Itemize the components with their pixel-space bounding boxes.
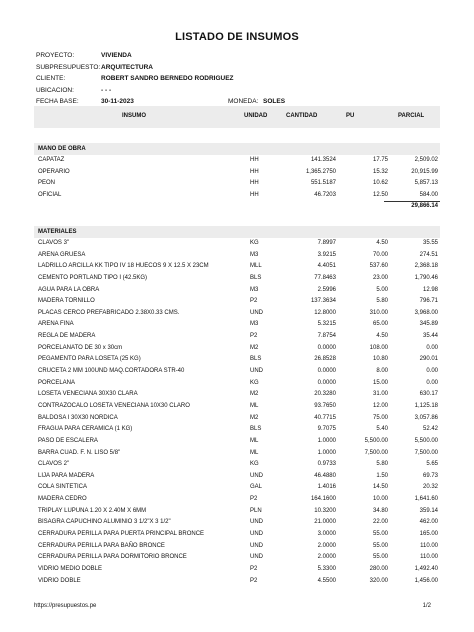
parcial-cell: 5.65 xyxy=(426,461,438,468)
pu-cell: 5.00 xyxy=(376,286,388,293)
insumo-cell: LIJA PARA MADERA xyxy=(38,472,95,479)
unidad-cell: GAL xyxy=(250,484,263,491)
unidad-cell: HH xyxy=(250,180,259,187)
meta-row-proyecto xyxy=(36,50,456,62)
insumo-cell: ARENA FINA xyxy=(38,321,74,328)
table-row xyxy=(34,529,440,541)
insumo-cell: BARRA CUAD. F. N. LISO 5/8" xyxy=(38,449,121,456)
parcial-cell: 1,790.46 xyxy=(414,274,438,281)
unidad-cell: KG xyxy=(250,240,259,246)
parcial-cell: 12.98 xyxy=(422,286,438,293)
cantidad-cell: 0.9733 xyxy=(317,461,336,468)
table-row xyxy=(34,389,440,401)
unidad-cell: M3 xyxy=(250,321,259,328)
insumo-cell: CERRADURA PERILLA PARA BAÑO BRONCE xyxy=(38,542,165,549)
meta-value-moneda: SOLES xyxy=(263,98,286,105)
table-row xyxy=(34,238,440,250)
insumo-cell: MADERA CEDRO xyxy=(38,496,87,503)
unidad-cell: UND xyxy=(250,472,263,479)
insumo-cell: AGUA PARA LA OBRA xyxy=(38,286,100,293)
section-title-mano-de-obra: MANO DE OBRA xyxy=(38,146,86,152)
meta-row-subpresupuesto xyxy=(36,62,456,74)
unidad-cell: PLN xyxy=(250,507,262,514)
insumo-cell: MADERA TORNILLO xyxy=(38,298,95,305)
cantidad-cell: 5.3300 xyxy=(317,565,336,572)
project-meta xyxy=(36,50,456,108)
table-row xyxy=(34,319,440,331)
parcial-cell: 7,500.00 xyxy=(414,449,438,456)
unidad-cell: UND xyxy=(250,368,263,375)
cantidad-cell: 7.8997 xyxy=(317,240,336,246)
table-body-materiales xyxy=(34,238,440,587)
cantidad-cell: 1.0000 xyxy=(317,437,336,444)
parcial-cell: 462.00 xyxy=(419,519,438,526)
section-title-materiales: MATERIALES xyxy=(38,229,77,235)
parcial-cell: 3,057.86 xyxy=(414,414,438,421)
insumo-cell: CEMENTO PORTLAND TIPO I (42.5KG) xyxy=(38,274,148,281)
parcial-cell: 5,857.13 xyxy=(414,180,438,187)
pu-cell: 31.00 xyxy=(372,391,388,398)
pu-cell: 12.50 xyxy=(372,191,388,198)
table-column-header xyxy=(34,106,440,128)
unidad-cell: UND xyxy=(250,309,263,316)
cantidad-cell: 4.5500 xyxy=(317,577,336,584)
cantidad-cell: 3.0000 xyxy=(317,531,336,538)
insumo-cell: VIDRIO MEDIO DOBLE xyxy=(38,565,103,572)
table-row xyxy=(34,178,440,190)
section-header-materiales xyxy=(34,226,440,238)
footer-url: https://presupuestos.pe xyxy=(34,603,97,609)
column-header-insumo: INSUMO xyxy=(122,113,146,119)
table-body-mano-de-obra xyxy=(34,155,440,202)
unidad-cell: HH xyxy=(250,191,259,198)
section-header-mano-de-obra xyxy=(34,143,440,155)
pu-cell: 5,500.00 xyxy=(364,437,388,444)
parcial-cell: 165.00 xyxy=(419,531,438,538)
table-row xyxy=(34,564,440,576)
cantidad-cell: 0.0000 xyxy=(317,368,336,375)
parcial-cell: 0.00 xyxy=(426,368,438,375)
cantidad-cell: 93.7650 xyxy=(314,402,336,409)
cantidad-cell: 3.9215 xyxy=(317,251,336,258)
parcial-cell: 5,500.00 xyxy=(414,437,438,444)
cantidad-cell: 4.4051 xyxy=(317,263,336,270)
parcial-cell: 630.17 xyxy=(419,391,438,398)
insumo-cell: ARENA GRUESA xyxy=(38,251,86,258)
insumo-cell: LADRILLO ARCILLA KK TIPO IV 18 HUECOS 9 X 12.5 X 23CM xyxy=(38,263,209,270)
meta-label-moneda: MONEDA: xyxy=(228,98,259,105)
parcial-cell: 2,368.18 xyxy=(414,263,438,270)
pu-cell: 55.00 xyxy=(372,531,388,538)
unidad-cell: ML xyxy=(250,449,259,456)
unidad-cell: P2 xyxy=(250,298,258,305)
cantidad-cell: 1.0000 xyxy=(317,449,336,456)
pu-cell: 5.80 xyxy=(376,298,388,305)
unidad-cell: HH xyxy=(250,168,259,175)
unidad-cell: M2 xyxy=(250,344,259,351)
cantidad-cell: 9.7075 xyxy=(317,426,336,433)
insumo-cell: COLA SINTETICA xyxy=(38,484,88,491)
pu-cell: 17.75 xyxy=(372,157,388,163)
parcial-cell: 0.00 xyxy=(426,344,438,351)
pu-cell: 10.62 xyxy=(372,180,388,187)
cantidad-cell: 10.3200 xyxy=(314,507,336,514)
table-row xyxy=(34,552,440,564)
table-row xyxy=(34,366,440,378)
unidad-cell: UND xyxy=(250,531,263,538)
insumo-cell: FRAGUA PARA CERAMICA (1 KG) xyxy=(38,426,133,433)
unidad-cell: P2 xyxy=(250,565,258,572)
parcial-cell: 0.00 xyxy=(426,379,438,386)
pu-cell: 14.50 xyxy=(372,484,388,491)
meta-value-cliente: ROBERT SANDRO BERNEDO RODRIGUEZ xyxy=(101,75,234,82)
insumo-cell: TRIPLAY LUPUNA 1.20 X 2.40M X 6MM xyxy=(38,507,147,514)
meta-label-subpresupuesto: SUBPRESUPUESTO: xyxy=(36,63,101,71)
unidad-cell: UND xyxy=(250,554,263,561)
insumo-cell: CERRADURA PERILLA PARA PUERTA PRINCIPAL BRONCE xyxy=(38,531,205,538)
table-row xyxy=(34,401,440,413)
column-header-cantidad: CANTIDAD xyxy=(286,113,318,119)
pu-cell: 34.80 xyxy=(372,507,388,514)
cantidad-cell: 164.1600 xyxy=(310,496,336,503)
pu-cell: 55.00 xyxy=(372,554,388,561)
insumo-cell: CLAVOS 3" xyxy=(38,240,70,246)
parcial-cell: 584.00 xyxy=(419,191,438,198)
footer-page-number: 1/2 xyxy=(422,603,431,609)
cantidad-cell: 77.8463 xyxy=(314,274,336,281)
unidad-cell: BLS xyxy=(250,426,262,433)
pu-cell: 75.00 xyxy=(372,414,388,421)
table-row xyxy=(34,436,440,448)
table-row xyxy=(34,576,440,588)
insumo-cell: BALDOSA I 30X30 NORDICA xyxy=(38,414,118,421)
meta-label-ubicacion: UBICACION: xyxy=(36,86,74,94)
pu-cell: 5.80 xyxy=(376,461,388,468)
unidad-cell: ML xyxy=(250,437,259,444)
pu-cell: 310.00 xyxy=(369,309,388,316)
pu-cell: 7,500.00 xyxy=(364,449,388,456)
insumo-cell: PEON xyxy=(38,180,56,187)
column-header-pu: PU xyxy=(346,113,355,119)
insumo-cell: OFICIAL xyxy=(38,191,62,198)
table-row xyxy=(34,448,440,460)
pu-cell: 8.00 xyxy=(376,368,388,375)
meta-label-cliente: CLIENTE: xyxy=(36,75,66,82)
unidad-cell: M3 xyxy=(250,286,259,293)
unidad-cell: BLS xyxy=(250,356,262,363)
table-row xyxy=(34,167,440,179)
pu-cell: 65.00 xyxy=(372,321,388,328)
unidad-cell: UND xyxy=(250,519,263,526)
table-row xyxy=(34,424,440,436)
cantidad-cell: 137.3634 xyxy=(310,298,336,305)
column-header-unidad: UNIDAD xyxy=(244,113,268,119)
parcial-cell: 359.14 xyxy=(419,507,438,514)
meta-value-proyecto: VIVIENDA xyxy=(101,52,132,59)
cantidad-cell: 551.5187 xyxy=(310,180,336,187)
parcial-cell: 20.32 xyxy=(422,484,438,491)
parcial-cell: 35.55 xyxy=(422,240,438,246)
table-row xyxy=(34,261,440,273)
unidad-cell: HH xyxy=(250,157,259,163)
cantidad-cell: 12.8000 xyxy=(314,309,336,316)
parcial-cell: 20,915.99 xyxy=(411,168,438,175)
table-row xyxy=(34,190,440,202)
parcial-cell: 3,968.00 xyxy=(414,309,438,316)
parcial-cell: 2,509.02 xyxy=(414,157,438,163)
table-row xyxy=(34,517,440,529)
pu-cell: 1.50 xyxy=(376,472,388,479)
meta-value-fecha: 30-11-2023 xyxy=(101,98,134,105)
parcial-cell: 1,492.40 xyxy=(414,565,438,572)
unidad-cell: P2 xyxy=(250,333,258,340)
total-value-mano-de-obra: 29,866.14 xyxy=(411,203,438,209)
parcial-cell: 274.51 xyxy=(419,251,438,258)
cantidad-cell: 1,365.2750 xyxy=(305,168,336,175)
unidad-cell: KG xyxy=(250,379,259,386)
cantidad-cell: 2.0000 xyxy=(317,542,336,549)
unidad-cell: ML xyxy=(250,402,259,409)
table-row xyxy=(34,343,440,355)
parcial-cell: 290.01 xyxy=(419,356,438,363)
total-rule xyxy=(384,201,440,202)
parcial-cell: 52.42 xyxy=(422,426,438,433)
meta-label-proyecto: PROYECTO: xyxy=(36,52,75,59)
insumo-cell: CERRADURA PERILLA PARA DORMITORIO BRONCE xyxy=(38,554,187,561)
parcial-cell: 345.89 xyxy=(419,321,438,328)
cantidad-cell: 2.0000 xyxy=(317,554,336,561)
pu-cell: 12.00 xyxy=(372,402,388,409)
insumo-cell: PLACAS CERCO PREFABRICADO 2.38X0.33 CMS. xyxy=(38,309,180,316)
unidad-cell: BLS xyxy=(250,274,262,281)
unidad-cell: M2 xyxy=(250,414,259,421)
insumo-cell: PORCELANATO DE 30 x 30cm xyxy=(38,344,123,351)
insumo-cell: CLAVOS 2" xyxy=(38,461,70,468)
insumo-cell: PASO DE ESCALERA xyxy=(38,437,98,444)
table-row xyxy=(34,296,440,308)
insumo-cell: REGLA DE MADERA xyxy=(38,333,96,340)
cantidad-cell: 7.8754 xyxy=(317,333,336,340)
table-row xyxy=(34,354,440,366)
table-row xyxy=(34,308,440,320)
insumo-cell: PEGAMENTO PARA LOSETA (25 KG) xyxy=(38,356,141,363)
pu-cell: 108.00 xyxy=(369,344,388,351)
unidad-cell: P2 xyxy=(250,577,258,584)
unidad-cell: UND xyxy=(250,542,263,549)
pu-cell: 10.00 xyxy=(372,496,388,503)
pu-cell: 55.00 xyxy=(372,542,388,549)
insumo-cell: CRUCETA 2 MM 100UND MAQ.CORTADORA STR-40 xyxy=(38,368,185,375)
table-row xyxy=(34,459,440,471)
table-row xyxy=(34,506,440,518)
insumo-cell: PORCELANA xyxy=(38,379,76,386)
cantidad-cell: 1.4016 xyxy=(317,484,336,491)
unidad-cell: MLL xyxy=(250,263,262,270)
pu-cell: 4.50 xyxy=(376,240,388,246)
page-title: LISTADO DE INSUMOS xyxy=(175,31,299,43)
pu-cell: 320.00 xyxy=(369,577,388,584)
parcial-cell: 35.44 xyxy=(422,333,438,340)
cantidad-cell: 40.7715 xyxy=(314,414,336,421)
pu-cell: 4.50 xyxy=(376,333,388,340)
cantidad-cell: 46.4880 xyxy=(314,472,336,479)
parcial-cell: 69.73 xyxy=(422,472,438,479)
insumo-cell: BISAGRA CAPUCHINO ALUMINIO 3 1/2"X 3 1/2" xyxy=(38,519,171,526)
cantidad-cell: 0.0000 xyxy=(317,379,336,386)
pu-cell: 10.80 xyxy=(372,356,388,363)
table-row xyxy=(34,471,440,483)
parcial-cell: 110.00 xyxy=(420,542,438,549)
table-row xyxy=(34,494,440,506)
table-row xyxy=(34,482,440,494)
cantidad-cell: 0.0000 xyxy=(317,344,336,351)
total-mano-de-obra xyxy=(34,201,440,212)
pu-cell: 280.00 xyxy=(369,565,388,572)
parcial-cell: 110.00 xyxy=(420,554,438,561)
table-row xyxy=(34,413,440,425)
parcial-cell: 1,456.00 xyxy=(414,577,438,584)
table-row xyxy=(34,250,440,262)
meta-row-cliente xyxy=(36,73,456,85)
unidad-cell: M2 xyxy=(250,391,259,398)
pu-cell: 23.00 xyxy=(372,274,388,281)
table-row xyxy=(34,155,440,167)
table-row xyxy=(34,285,440,297)
table-row xyxy=(34,541,440,553)
meta-row-ubicacion xyxy=(36,85,456,97)
cantidad-cell: 5.3215 xyxy=(317,321,336,328)
insumo-cell: OPERARIO xyxy=(38,168,70,175)
table-row xyxy=(34,378,440,390)
cantidad-cell: 21.0000 xyxy=(314,519,336,526)
pu-cell: 15.00 xyxy=(372,379,388,386)
unidad-cell: M3 xyxy=(250,251,259,258)
unidad-cell: KG xyxy=(250,461,259,468)
meta-value-subpresupuesto: ARQUITECTURA xyxy=(101,63,153,71)
parcial-cell: 1,125.18 xyxy=(414,402,438,409)
parcial-cell: 1,641.60 xyxy=(414,496,438,503)
unidad-cell: P2 xyxy=(250,496,258,503)
pu-cell: 22.00 xyxy=(372,519,388,526)
insumo-cell: CONTRAZOCALO LOSETA VENECIANA 10X30 CLARO xyxy=(38,402,190,409)
meta-value-ubicacion: - - - xyxy=(101,86,112,94)
column-header-parcial: PARCIAL xyxy=(398,113,425,119)
table-row xyxy=(34,273,440,285)
parcial-cell: 796.71 xyxy=(419,298,438,305)
pu-cell: 70.00 xyxy=(372,251,388,258)
pu-cell: 537.60 xyxy=(369,263,388,270)
pu-cell: 15.32 xyxy=(372,168,388,175)
insumo-cell: VIDRIO DOBLE xyxy=(38,577,81,584)
cantidad-cell: 2.5996 xyxy=(317,286,336,293)
cantidad-cell: 141.3524 xyxy=(310,157,336,163)
insumo-cell: LOSETA VENECIANA 30X30 CLARA xyxy=(38,391,138,398)
pu-cell: 5.40 xyxy=(376,426,388,433)
insumo-cell: CAPATAZ xyxy=(38,157,65,163)
table-row xyxy=(34,331,440,343)
meta-label-fecha: FECHA BASE: xyxy=(36,98,79,105)
cantidad-cell: 26.8528 xyxy=(314,356,336,363)
cantidad-cell: 20.3280 xyxy=(314,391,336,398)
cantidad-cell: 46.7203 xyxy=(314,191,336,198)
